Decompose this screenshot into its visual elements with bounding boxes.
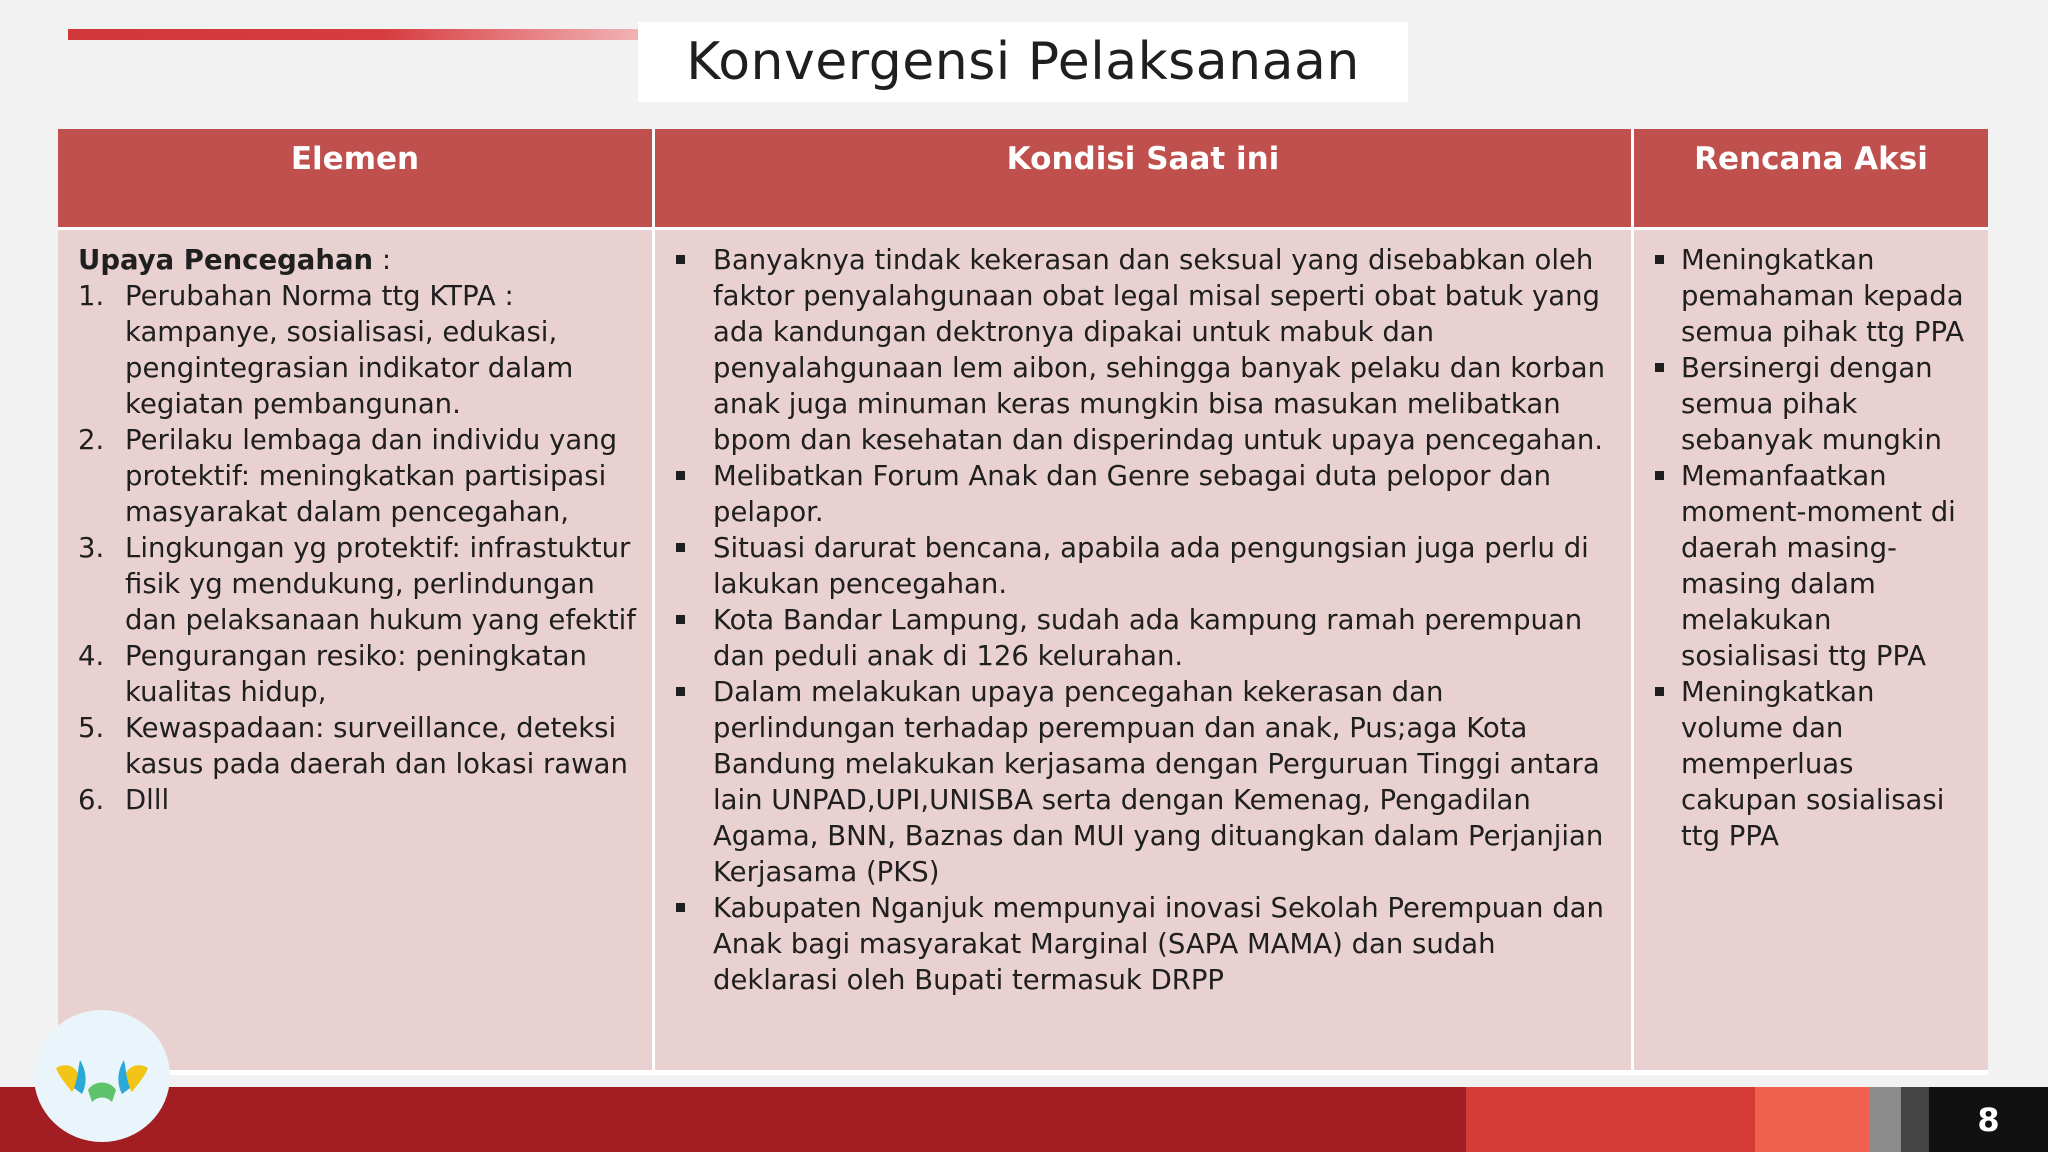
square-bullet-icon bbox=[1652, 242, 1681, 350]
rencana-list-item bbox=[1652, 350, 1978, 458]
square-bullet-icon bbox=[673, 458, 713, 530]
page-number: 8 bbox=[1977, 1100, 2000, 1139]
rencana-item-text: Bersinergi dengan semua pihak sebanyak mungkin bbox=[1681, 352, 1942, 456]
footer-block-dark-grey bbox=[1901, 1087, 1929, 1152]
rencana-item-text: Meningkatkan pemahaman kepada semua pihak ttg PPA bbox=[1681, 244, 1965, 348]
kondisi-list-item bbox=[673, 458, 1621, 530]
footer-block-coral bbox=[1755, 1087, 1869, 1152]
elemen-heading: Upaya Pencegahan bbox=[78, 244, 374, 276]
kondisi-list-item bbox=[673, 674, 1621, 890]
elemen-cell bbox=[58, 230, 652, 1070]
elemen-item-text: Lingkungan yg protektif: infrastuktur fisik yg mendukung, perlindungan dan pelaksanaan hukum yang efektif bbox=[125, 532, 636, 636]
footer-block-grey bbox=[1869, 1087, 1901, 1152]
elemen-list-item bbox=[78, 782, 640, 818]
rencana-list-item bbox=[1652, 242, 1978, 350]
title-accent-bar bbox=[68, 29, 640, 40]
kondisi-item-text: Banyaknya tindak kekerasan dan seksual yang disebabkan oleh faktor penyalahgunaan obat legal misal seperti obat batuk yang ada kandungan dektronya dipakai untuk mabuk dan penyalahgunaan lem aibon, sehingga banyak pelaku dan korban anak juga minuman keras mungkin bisa masukan melibatkan bpom dan kesehatan dan disperindag untuk upaya pencegahan. bbox=[713, 244, 1606, 456]
rencana-list-item bbox=[1652, 458, 1978, 674]
logo-emblem bbox=[34, 1010, 170, 1142]
kondisi-list bbox=[673, 242, 1621, 998]
kondisi-item-text: Melibatkan Forum Anak dan Genre sebagai duta pelopor dan pelapor. bbox=[713, 460, 1552, 528]
elemen-list-item bbox=[78, 530, 640, 638]
elemen-list-item bbox=[78, 422, 640, 530]
page-number-box bbox=[1929, 1087, 2048, 1152]
square-bullet-icon bbox=[673, 530, 713, 602]
elemen-item-number: 5. bbox=[78, 712, 105, 744]
header-kondisi: Kondisi Saat ini bbox=[655, 129, 1631, 227]
header-rencana: Rencana Aksi bbox=[1634, 129, 1988, 227]
elemen-item-number: 1. bbox=[78, 280, 105, 312]
elemen-list-item bbox=[78, 638, 640, 710]
footer-block-red bbox=[1466, 1087, 1755, 1152]
square-bullet-icon bbox=[673, 242, 713, 458]
footer-bar bbox=[0, 1087, 2048, 1152]
square-bullet-icon bbox=[673, 890, 713, 998]
elemen-heading-line bbox=[78, 242, 640, 278]
kondisi-cell bbox=[655, 230, 1631, 1070]
rencana-cell bbox=[1634, 230, 1988, 1070]
square-bullet-icon bbox=[1652, 350, 1681, 458]
kondisi-list-item bbox=[673, 242, 1621, 458]
square-bullet-icon bbox=[1652, 674, 1681, 854]
kondisi-item-text: Kabupaten Nganjuk mempunyai inovasi Sekolah Perempuan dan Anak bagi masyarakat Marginal (SAPA MAMA) dan sudah deklarasi oleh Bupati termasuk DRPP bbox=[713, 892, 1604, 996]
elemen-item-number: 6. bbox=[78, 784, 105, 816]
elemen-list-item bbox=[78, 710, 640, 782]
kondisi-item-text: Kota Bandar Lampung, sudah ada kampung ramah perempuan dan peduli anak di 126 kelurahan. bbox=[713, 604, 1583, 672]
kondisi-item-text: Situasi darurat bencana, apabila ada pengungsian juga perlu di lakukan pencegahan. bbox=[713, 532, 1589, 600]
slide-title: Konvergensi Pelaksanaan bbox=[686, 32, 1360, 92]
kondisi-list-item bbox=[673, 530, 1621, 602]
elemen-item-number: 3. bbox=[78, 532, 105, 564]
rencana-item-text: Memanfaatkan moment-moment di daerah masing-masing dalam melakukan sosialisasi ttg PPA bbox=[1681, 460, 1956, 672]
elemen-list bbox=[78, 278, 640, 818]
kondisi-item-text: Dalam melakukan upaya pencegahan kekerasan dan perlindungan terhadap perempuan dan anak, Pus;aga Kota Bandung melakukan kerjasama dengan Perguruan Tinggi antara lain UNPAD,UPI,UNISBA serta dengan Kemenag, Pengadilan Agama, BNN, Baznas dan MUI yang dituangkan dalam Perjanjian Kerjasama (PKS) bbox=[713, 676, 1604, 888]
kondisi-list-item bbox=[673, 890, 1621, 998]
square-bullet-icon bbox=[1652, 458, 1681, 674]
rencana-list-item bbox=[1652, 674, 1978, 854]
elemen-item-text: Pengurangan resiko: peningkatan kualitas hidup, bbox=[125, 640, 587, 708]
elemen-item-text: Perubahan Norma ttg KTPA : kampanye, sosialisasi, edukasi, pengintegrasian indikator dalam kegiatan pembangunan. bbox=[125, 280, 574, 420]
elemen-item-text: Kewaspadaan: surveillance, deteksi kasus pada daerah dan lokasi rawan bbox=[125, 712, 628, 780]
square-bullet-icon bbox=[673, 674, 713, 890]
elemen-item-text: Perilaku lembaga dan individu yang protektif: meningkatkan partisipasi masyarakat dalam pencegahan, bbox=[125, 424, 618, 528]
square-bullet-icon bbox=[673, 602, 713, 674]
title-box bbox=[638, 22, 1408, 102]
rencana-item-text: Meningkatkan volume dan memperluas cakupan sosialisasi ttg PPA bbox=[1681, 676, 1945, 852]
footer-block-dark-red bbox=[0, 1087, 1466, 1152]
header-elemen: Elemen bbox=[58, 129, 652, 227]
logo-emblem-icon bbox=[34, 1010, 170, 1142]
convergence-table bbox=[58, 129, 1988, 1075]
elemen-heading-colon: : bbox=[373, 244, 392, 276]
elemen-list-item bbox=[78, 278, 640, 422]
elemen-item-number: 4. bbox=[78, 640, 105, 672]
rencana-list bbox=[1652, 242, 1978, 854]
kondisi-list-item bbox=[673, 602, 1621, 674]
elemen-item-text: Dlll bbox=[125, 784, 170, 816]
elemen-item-number: 2. bbox=[78, 424, 105, 456]
